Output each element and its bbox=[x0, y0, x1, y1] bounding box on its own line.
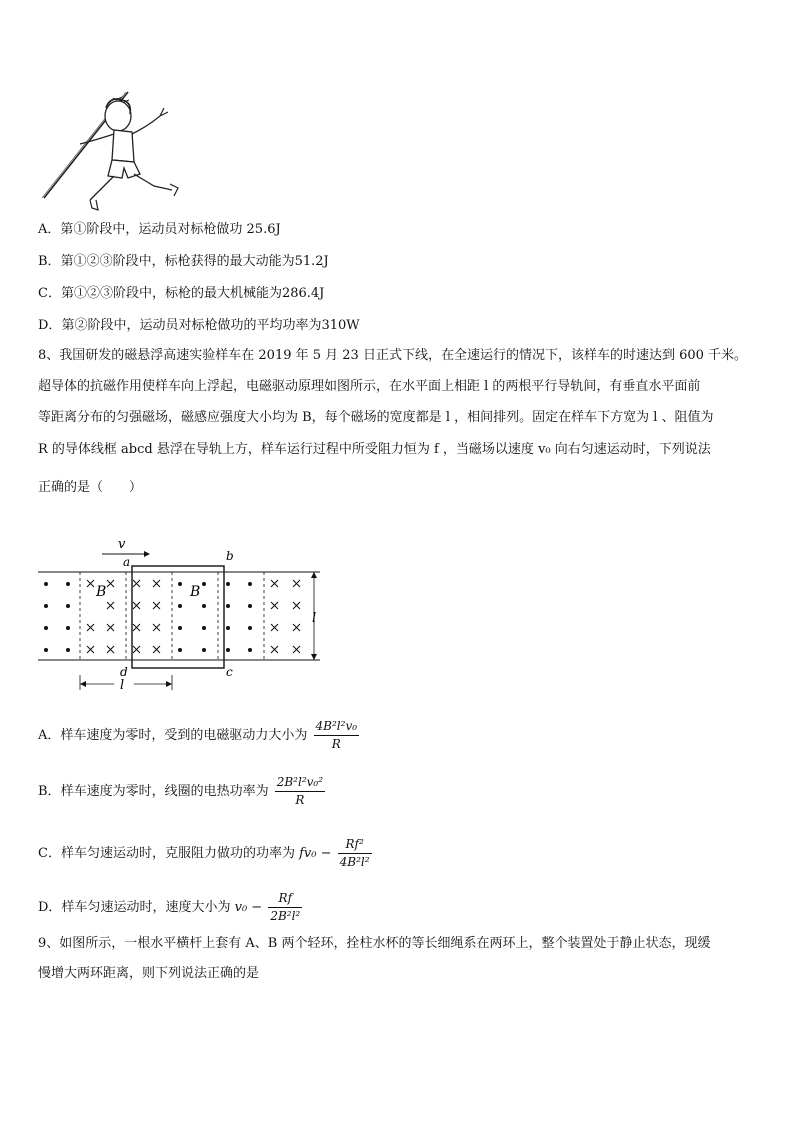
q8-option-b bbox=[38, 774, 325, 810]
q8-stem-line-5: 正确的是（ ） bbox=[38, 480, 143, 495]
fraction-denominator: R bbox=[295, 793, 305, 807]
fraction-numerator: Rf² bbox=[338, 836, 372, 854]
fraction-denominator: R bbox=[331, 737, 341, 751]
corner-label-c: c bbox=[226, 665, 233, 679]
field-out-dots bbox=[44, 582, 252, 652]
q8-option-d bbox=[38, 890, 302, 926]
javelin-athlete-illustration bbox=[36, 88, 186, 218]
option-text: 样车速度为零时，线圈的电热功率为 bbox=[60, 784, 269, 799]
q8-stem-line-4: R 的导体线框 abcd 悬浮在导轨上方，样车运行过程中所受阻力恒为 f ，当磁场以速度 v₀ 向右匀速运动时，下列说法 bbox=[38, 442, 711, 457]
option-text: 样车匀速运动时，克服阻力做功的功率为 bbox=[60, 846, 295, 861]
option-d-fraction bbox=[268, 890, 302, 925]
option-label: C． bbox=[38, 286, 61, 301]
q7-option-b bbox=[38, 252, 329, 272]
option-c-fraction bbox=[338, 836, 372, 871]
fraction-denominator: 4B²l² bbox=[339, 855, 370, 869]
corner-label-a: a bbox=[123, 555, 131, 569]
q7-option-d bbox=[38, 316, 360, 336]
q8-magnetic-field-figure bbox=[30, 538, 330, 698]
q7-option-c bbox=[38, 284, 324, 304]
corner-label-d: d bbox=[120, 665, 128, 679]
option-label: A． bbox=[38, 222, 61, 237]
option-b-fraction bbox=[275, 774, 325, 809]
expression-prefix: v₀ − bbox=[234, 900, 263, 915]
option-text: 第①②③阶段中，标枪获得的最大动能为51.2J bbox=[60, 254, 329, 269]
option-text: 第②阶段中，运动员对标枪做功的平均功率为310W bbox=[61, 318, 360, 333]
q7-option-a bbox=[38, 220, 281, 240]
expression-prefix: fv₀ − bbox=[299, 846, 332, 861]
q8-stem-line-1: 8、我国研发的磁悬浮高速实验样车在 2019 年 5 月 23 日正式下线，在全速运行的情况下，该样车的时速达到 600 千米。 bbox=[38, 348, 748, 363]
fraction-numerator: Rf bbox=[268, 890, 302, 908]
option-text: 第①阶段中，运动员对标枪做功 25.6J bbox=[60, 222, 281, 237]
q8-option-c bbox=[38, 836, 372, 872]
corner-label-b: b bbox=[226, 549, 234, 563]
fraction-denominator: 2B²l² bbox=[270, 909, 301, 923]
velocity-label: v bbox=[118, 538, 126, 552]
field-label-b2: B bbox=[190, 584, 201, 600]
option-label: B． bbox=[38, 784, 61, 799]
q8-stem-line-2: 超导体的抗磁作用使样车向上浮起，电磁驱动原理如图所示，在水平面上相距 l 的两根平行导轨间，有垂直水平面前 bbox=[38, 379, 701, 394]
option-text: 样车速度为零时，受到的电磁驱动力大小为 bbox=[60, 728, 308, 743]
option-label: C． bbox=[38, 846, 61, 861]
q8-stem-line-3: 等距离分布的匀强磁场，磁感应强度大小均为 B，每个磁场的宽度都是 l ，相间排列。固定在样车下方宽为 l 、阻值为 bbox=[38, 410, 714, 425]
option-a-fraction bbox=[314, 718, 360, 753]
fraction-numerator: 4B²l²v₀ bbox=[314, 718, 360, 736]
option-text: 第①②③阶段中，标枪的最大机械能为286.4J bbox=[60, 286, 325, 301]
option-label: D． bbox=[38, 318, 62, 333]
option-label: B． bbox=[38, 254, 61, 269]
fraction-numerator: 2B²l²v₀² bbox=[275, 774, 325, 792]
dimension-label-bottom: l bbox=[120, 678, 125, 693]
q9-stem-line-2: 慢增大两环距离，则下列说法正确的是 bbox=[38, 966, 260, 981]
option-text: 样车匀速运动时，速度大小为 bbox=[61, 900, 231, 915]
q8-option-a bbox=[38, 718, 359, 754]
option-label: D． bbox=[38, 900, 62, 915]
q9-stem-line-1: 9、如图所示，一根水平横杆上套有 A、B 两个轻环，拴柱水杯的等长细绳系在两环上，整个装置处于静止状态，现缓 bbox=[38, 936, 711, 951]
dimension-label-right: l bbox=[312, 611, 317, 626]
field-label-b1: B bbox=[96, 584, 107, 600]
option-label: A． bbox=[38, 728, 61, 743]
